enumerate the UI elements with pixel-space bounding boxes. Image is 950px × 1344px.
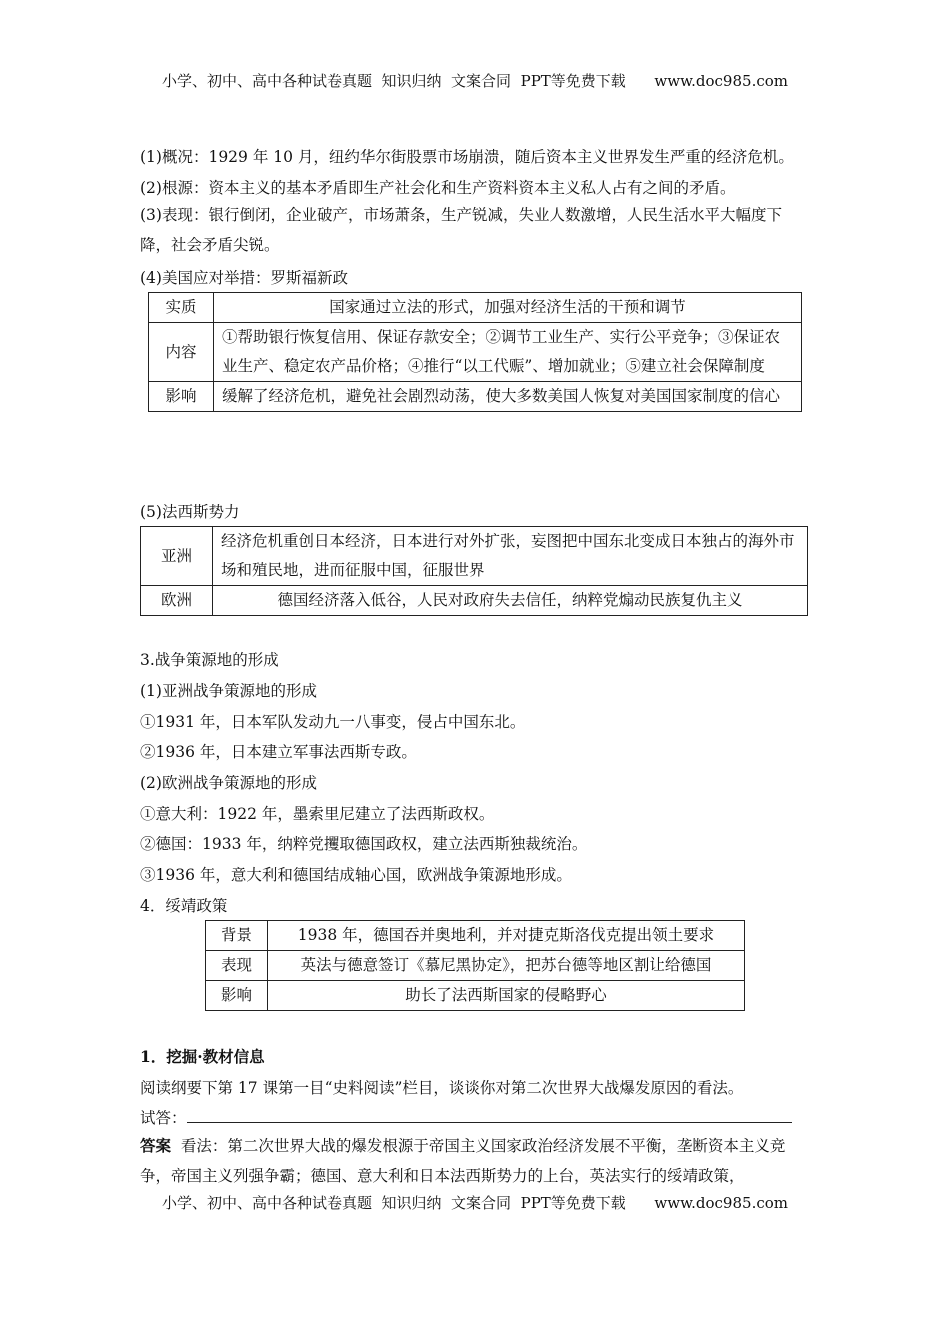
table-row: [149, 323, 802, 382]
row-key: 内容: [149, 323, 214, 382]
symptoms-line: (3)表现：银行倒闭，企业破产，市场萧条，生产锐减，失业人数激增，人民生活水平大幅度下降，社会矛盾尖锐。: [140, 206, 782, 254]
question-heading: 1．挖掘·教材信息: [140, 1047, 265, 1066]
root-cause-line: (2)根源：资本主义的基本矛盾即生产社会化和生产资料资本主义私人占有之间的矛盾。: [140, 179, 736, 197]
row-value: 德国经济落入低谷，人民对政府失去信任，纳粹党煽动民族复仇主义: [213, 586, 808, 616]
row-key: 亚洲: [141, 527, 213, 586]
table-row: [206, 981, 745, 1011]
row-key: 影响: [206, 981, 268, 1011]
europe-origin-item: ①意大利：1922 年，墨索里尼建立了法西斯政权。: [140, 805, 495, 823]
europe-origin-item: ②德国：1933 年，纳粹党攫取德国政权，建立法西斯独裁统治。: [140, 835, 588, 853]
overview-line: (1)概况：1929 年 10 月，纽约华尔街股票市场崩溃，随后资本主义世界发生严重的经济危机。: [140, 148, 794, 166]
asia-origin-item: ①1931 年，日本军队发动九一八事变，侵占中国东北。: [140, 713, 526, 731]
row-value: 国家通过立法的形式，加强对经济生活的干预和调节: [214, 293, 802, 323]
row-value: 1938 年，德国吞并奥地利，并对捷克斯洛伐克提出领土要求: [268, 921, 745, 951]
row-value: ①帮助银行恢复信用、保证存款安全；②调节工业生产、实行公平竞争；③保证农业生产、稳定农产品价格；④推行“以工代赈”、增加就业；⑤建立社会保障制度: [214, 323, 802, 382]
row-key: 欧洲: [141, 586, 213, 616]
row-key: 实质: [149, 293, 214, 323]
answer-attempt: [140, 1106, 792, 1128]
question-text: 阅读纲要下第 17 课第一目“史料阅读”栏目，谈谈你对第二次世界大战爆发原因的看法。: [140, 1079, 744, 1097]
answer-label: 答案: [140, 1136, 172, 1155]
asia-origin-item: ②1936 年，日本建立军事法西斯专政。: [140, 743, 417, 761]
new-deal-heading: (4)美国应对举措：罗斯福新政: [140, 269, 348, 287]
row-value: 助长了法西斯国家的侵略野心: [268, 981, 745, 1011]
try-label: 试答：: [140, 1109, 187, 1127]
table-row: [206, 951, 745, 981]
page-footer: 小学、初中、高中各种试卷真题 知识归纳 文案合同 PPT等免费下载 www.doc985.com: [161, 1194, 788, 1212]
table-row: [149, 382, 802, 412]
war-origin-heading: 3.战争策源地的形成: [140, 651, 279, 669]
answer-blank[interactable]: [187, 1106, 792, 1123]
table-row: [149, 293, 802, 323]
appeasement-table: [205, 920, 745, 1011]
row-key: 影响: [149, 382, 214, 412]
fascism-heading: (5)法西斯势力: [140, 503, 240, 521]
asia-origin-heading: (1)亚洲战争策源地的形成: [140, 682, 317, 700]
row-value: 英法与德意签订《慕尼黑协定》，把苏台德等地区割让给德国: [268, 951, 745, 981]
row-key: 背景: [206, 921, 268, 951]
fascism-table: [140, 526, 808, 616]
table-row: [141, 527, 808, 586]
europe-origin-item: ③1936 年，意大利和德国结成轴心国，欧洲战争策源地形成。: [140, 866, 572, 884]
appeasement-heading: 4．绥靖政策: [140, 897, 228, 915]
row-key: 表现: [206, 951, 268, 981]
answer-paragraph: [140, 1131, 815, 1191]
page-header: 小学、初中、高中各种试卷真题 知识归纳 文案合同 PPT等免费下载 www.doc985.com: [161, 72, 788, 90]
table-row: [206, 921, 745, 951]
europe-origin-heading: (2)欧洲战争策源地的形成: [140, 774, 317, 792]
row-value: 缓解了经济危机，避免社会剧烈动荡，使大多数美国人恢复对美国国家制度的信心: [214, 382, 802, 412]
new-deal-table: [148, 292, 802, 412]
table-row: [141, 586, 808, 616]
row-value: 经济危机重创日本经济，日本进行对外扩张，妄图把中国东北变成日本独占的海外市场和殖民地，进而征服中国，征服世界: [213, 527, 808, 586]
answer-text: 看法：第二次世界大战的爆发根源于帝国主义国家政治经济发展不平衡，垄断资本主义竞争，帝国主义列强争霸；德国、意大利和日本法西斯势力的上台，英法实行的绥靖政策，: [140, 1137, 786, 1185]
